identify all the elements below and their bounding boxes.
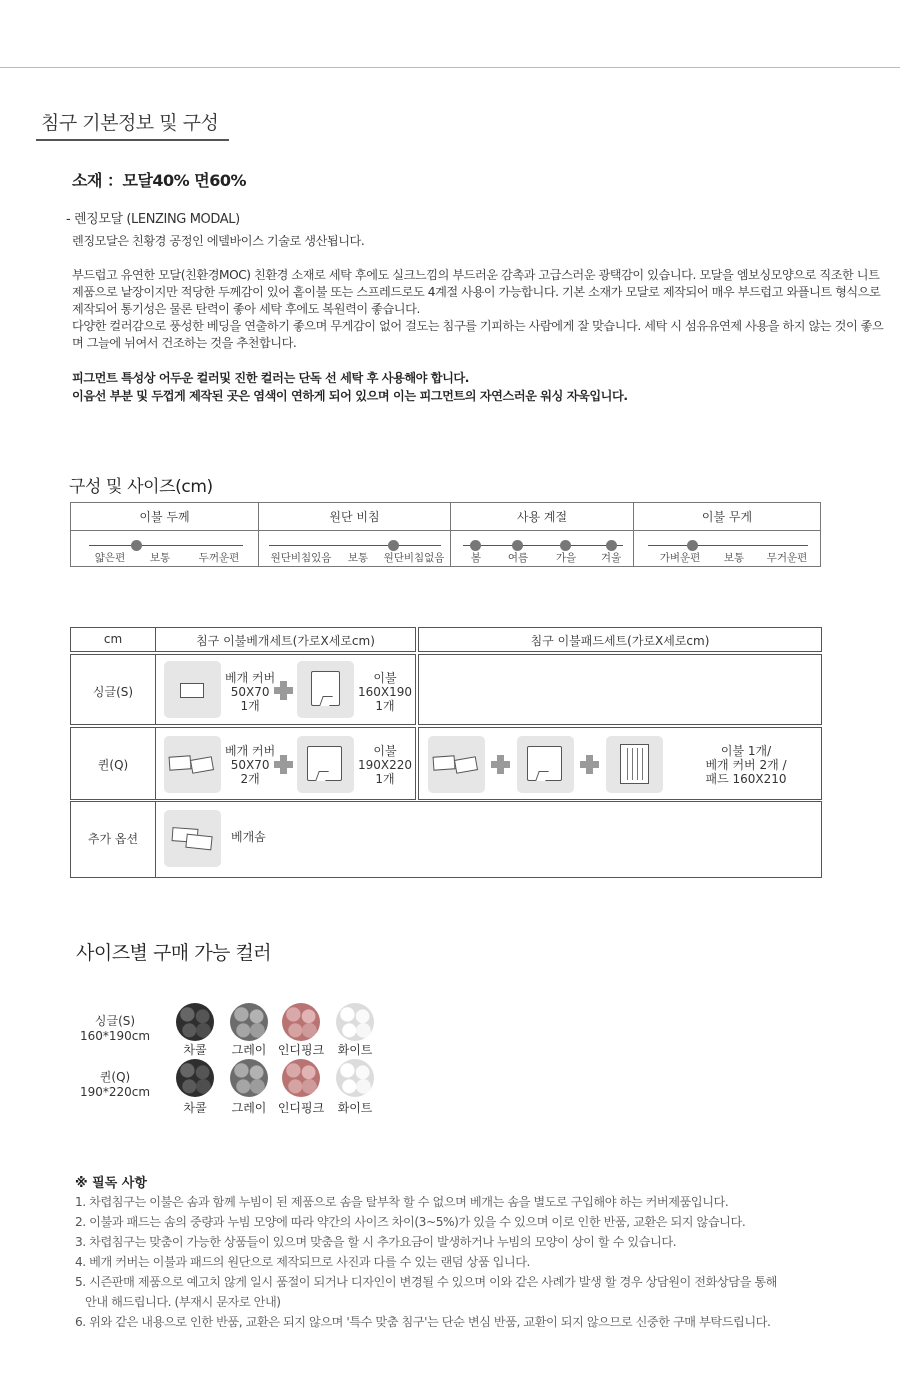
swatch-name: 그레이 [231,1101,267,1115]
notice-list [75,1192,895,1332]
color-size-queen-line2: 190*220cm [79,1085,151,1099]
row-single-set1 [155,654,416,725]
duvet-spec-qty: 1개 [375,772,395,786]
property-label: 얇은편 [94,552,126,564]
row-option-label: 추가 옵션 [87,832,139,846]
swatch-indipink[interactable] [282,1059,320,1097]
duvet-icon [527,746,562,781]
swatch-name: 그레이 [231,1043,267,1057]
swatch-indipink[interactable] [282,1003,320,1041]
pad-icon [620,744,649,784]
property-track [463,545,623,546]
property-season [451,503,634,566]
row-queen-set2 [418,727,822,800]
property-label: 보통 [347,552,369,564]
duvet-spec [358,744,412,786]
section-title-underline [36,139,229,141]
swatch-name: 화이트 [337,1101,373,1115]
color-size-single-line2: 160*190cm [79,1029,151,1043]
duvet-spec-label: 이불 [373,744,397,758]
property-track [89,545,243,546]
color-size-queen-line1: 퀸(Q) [99,1070,131,1084]
property-marker [131,540,142,551]
property-weight [634,503,820,566]
swatch-name: 차콜 [183,1101,207,1115]
pillow-icon [169,755,192,771]
swatch-charcoal[interactable] [176,1059,214,1097]
property-label: 여름 [507,552,529,564]
pillow-spec-qty: 2개 [240,772,260,786]
paragraph-3: 다양한 컬러감으로 풍성한 베딩을 연출하기 좋으며 무게감이 없어 걸도는 침구를 기피하는 사람에게 잘 맞습니다. 세탁 시 섬유유연제 사용을 하지 않는 것이 좋으며 그늘에 뉘여서 건조하는 것을 추천합니다. [72,319,884,350]
top-divider [0,67,900,68]
pillow-insert-icon [185,834,212,851]
property-track [648,545,808,546]
pad-image-box [606,736,663,793]
duvet-spec-qty: 1개 [375,699,395,713]
pillow-image-box [428,736,485,793]
duvet-spec-size: 160X190 [358,685,413,699]
property-label: 겨울 [600,552,622,564]
duvet-image-box [297,736,354,793]
notice-item: 4. 베개 커버는 이불과 패드의 원단으로 제작되므로 사진과 다를 수 있는 랜덤 상품 입니다. [75,1255,530,1269]
duvet-image-box [297,661,354,718]
paragraph-4: 피그먼트 특성상 어두운 컬러및 진한 컬러는 단독 선 세탁 후 사용해야 합니다. [72,371,469,385]
size-header-set2 [418,627,822,652]
row-single-label: 싱글(S) [92,685,134,699]
size-header-set1-label: 침구 이불베개세트(가로X세로cm) [196,634,375,648]
pillow-image-box [164,736,221,793]
size-header-set1 [155,627,416,652]
pillow-icon [454,756,478,774]
swatch-gray[interactable] [230,1059,268,1097]
pad-set-spec [687,744,805,786]
property-label: 보통 [149,552,171,564]
swatch-charcoal[interactable] [176,1003,214,1041]
swatch-name: 차콜 [183,1043,207,1057]
duvet-icon [311,671,340,706]
notice-item: 2. 이불과 패드는 솜의 중량과 누빔 모양에 따라 약간의 사이즈 차이(3~5%)가 있을 수 있으며 이로 인한 반품, 교환은 되지 않습니다. [75,1215,746,1229]
pillow-spec-size: 50X70 [230,685,270,699]
pillow-spec-size: 50X70 [230,758,270,772]
duvet-icon [307,746,342,781]
pillow-icon [433,755,456,771]
notice-title: ※ 필독 사항 [75,1176,147,1191]
option-label: 베개솜 [231,830,266,844]
property-title: 이불 무게 [634,503,820,531]
paragraph-5: 이음선 부분 및 두껍게 제작된 곳은 염색이 연하게 되어 있으며 이는 피그먼트의 자연스러운 워싱 자욱입니다. [72,389,628,403]
property-track [269,545,441,546]
pad-set-line: 베개 커버 2개 / [705,758,787,772]
swatch-white[interactable] [336,1003,374,1041]
property-label: 가을 [555,552,577,564]
section-title: 침구 기본정보 및 구성 [41,112,219,134]
property-title: 사용 계절 [451,503,633,531]
notice-item: 1. 차렵침구는 이불은 솜과 함께 누빔이 된 제품으로 솜을 탈부착 할 수 없으며 베개는 솜을 별도로 구입해야 하는 커버제품입니다. [75,1195,729,1209]
pillow-spec-label: 베개 커버 [225,744,276,758]
property-title: 이불 두께 [71,503,258,531]
property-label: 원단비침없음 [383,552,445,564]
property-transparency [259,503,451,566]
row-single-label-cell [70,654,156,725]
lenzing-title: - 렌징모달 (LENZING MODAL) [66,212,240,227]
pillow-spec-label: 베개 커버 [225,671,276,685]
row-option-label-cell [70,801,156,878]
color-size-single-line1: 싱글(S) [94,1014,136,1028]
duvet-spec-size: 190X220 [358,758,413,772]
property-label: 봄 [470,552,482,564]
duvet-spec-label: 이불 [373,671,397,685]
pad-set-line: 이불 1개/ [720,744,772,758]
color-size-queen [70,1070,160,1100]
swatch-white[interactable] [336,1059,374,1097]
pillow-image-box [164,661,221,718]
notice-item: 안내 해드립니다. (부재시 문자로 안내) [85,1295,281,1309]
size-header-unit-label: cm [103,632,123,646]
pad-set-line: 패드 160X210 [705,772,787,786]
swatch-gray[interactable] [230,1003,268,1041]
pillow-icon [190,756,214,774]
paragraph-1: 렌징모달은 친황경 공정인 에델바이스 기술로 생산됩니다. [72,234,365,248]
composition-title: 구성 및 사이즈(cm) [69,477,213,497]
pillow-spec-qty: 1개 [240,699,260,713]
pillow-insert-image-box [164,810,221,867]
swatch-name: 인디핑크 [277,1043,325,1057]
row-queen-label-cell [70,727,156,800]
pillow-spec [225,671,275,713]
paragraph-2: 부드럽고 유연한 모달(친환경MOC) 친환경 소재로 세탁 후에도 실크느낌의 부드러운 감촉과 고급스러운 광택감이 있습니다. 모달을 엠보싱모양으로 직조한 니트제품으로 낱장이지만 적당한 두께감이 있어 홑이불 또는 스프레드로도 4계절 사용이 가능합니다. 기본 소재가 모달로 제작되어 매우 부드럽고 와플니트 형식으로 제작되어 통기성은 물론 탄력이 좋아 세탁 후에도 복원력이 좋습니다. [72,268,881,316]
property-table [70,502,821,567]
property-label: 보통 [723,552,745,564]
plus-icon [274,681,293,700]
plus-icon [491,755,510,774]
plus-icon [274,755,293,774]
property-thickness [71,503,259,566]
pillow-icon [180,683,204,698]
size-header-set2-label: 침구 이불패드세트(가로X세로cm) [530,634,710,648]
color-size-single [70,1014,160,1044]
property-label: 두꺼운편 [198,552,240,564]
swatch-name: 화이트 [337,1043,373,1057]
notice-item: 5. 시즌판매 제품으로 예고치 않게 일시 품절이 되거나 디자인이 변경될 수 있으며 이와 같은 사례가 발생 할 경우 상담원이 전화상담을 통해 [75,1275,777,1289]
row-option-content [155,801,822,878]
notice-item: 6. 위와 같은 내용으로 인한 반품, 교환은 되지 않으며 '특수 맞춤 침구'는 단순 변심 반품, 교환이 되지 않으므로 신중한 구매 부탁드립니다. [75,1315,771,1329]
notice-item: 3. 차렵침구는 맞춤이 가능한 상품들이 있으며 맞춤을 할 시 추가요금이 발생하거나 누빔의 모양이 상이 할 수 있습니다. [75,1235,677,1249]
duvet-image-box [517,736,574,793]
pillow-spec [225,744,275,786]
property-label: 가벼운편 [659,552,701,564]
property-title: 원단 비침 [259,503,450,531]
property-label: 원단비침있음 [270,552,332,564]
swatch-name: 인디핑크 [277,1101,325,1115]
duvet-spec [358,671,412,713]
material-info: 소재 ：모달40% 면60% [72,171,247,190]
row-queen-label: 퀸(Q) [97,758,129,772]
plus-icon [580,755,599,774]
row-single-set2 [418,654,822,725]
colors-title: 사이즈별 구매 가능 컬러 [76,942,272,964]
property-label: 무거운편 [766,552,808,564]
row-queen-set1 [155,727,416,800]
size-header-unit [70,627,156,652]
